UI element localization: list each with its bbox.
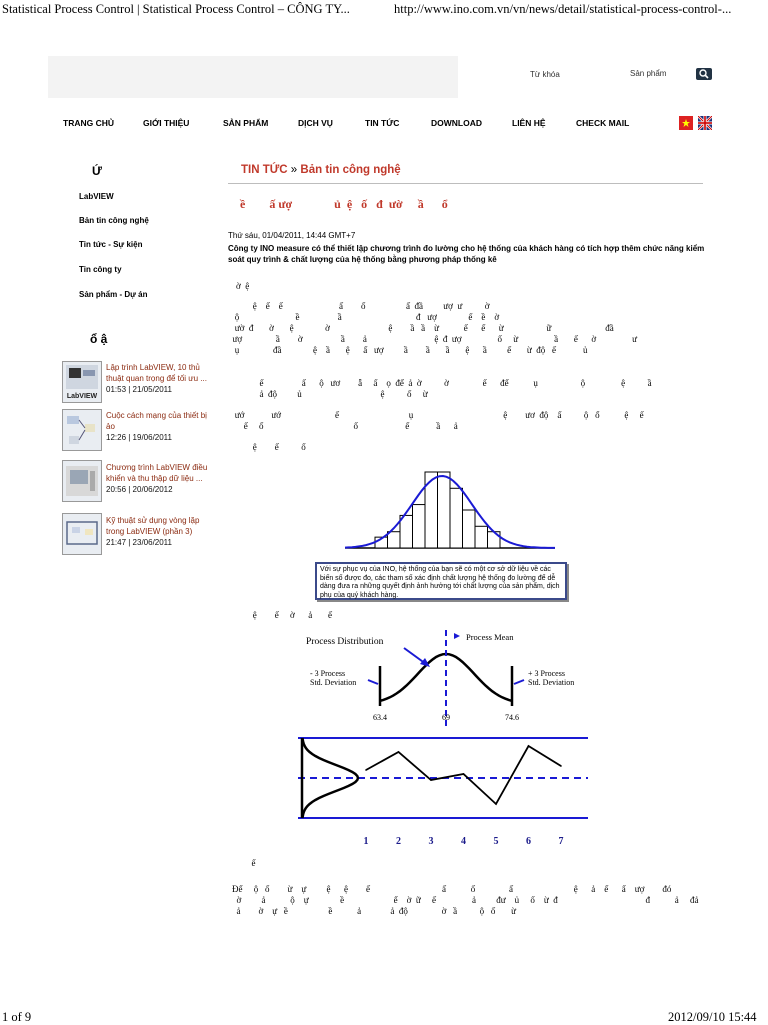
sidebar-item-projects[interactable]: Sản phẩm - Dự án bbox=[79, 290, 148, 299]
thumb-label: LabVIEW bbox=[66, 393, 98, 400]
news-link[interactable]: Cuộc cách mạng của thiết bị ảo bbox=[106, 411, 207, 431]
x-tick-label: 7 bbox=[558, 836, 564, 847]
histogram-bar bbox=[438, 472, 451, 548]
news-thumbnail[interactable] bbox=[62, 460, 102, 502]
histogram-bar bbox=[400, 515, 413, 548]
paragraph: ệ ế ố bbox=[228, 442, 306, 452]
keyword-search-input[interactable]: Từ khóa bbox=[530, 70, 560, 79]
histogram-chart bbox=[345, 468, 555, 554]
paragraph-line: ả độ ủ ệ ố ừ bbox=[228, 389, 428, 399]
process-point bbox=[528, 745, 530, 747]
news-link[interactable]: Chương trình LabVIEW điều khiển và thu thập dữ liệu ... bbox=[106, 463, 208, 483]
distribution-tick-label: 74.6 bbox=[505, 713, 519, 722]
distribution-tick-label: 69 bbox=[442, 713, 450, 722]
nav-download[interactable]: DOWNLOAD bbox=[431, 118, 482, 128]
process-point bbox=[495, 803, 497, 805]
paragraph-line: ộ ề ầ đ ượ ế ề ờ bbox=[228, 312, 500, 322]
news-link[interactable]: Kỹ thuật sử dụng vòng lặp trong LabVIEW (phần 3) bbox=[106, 516, 200, 536]
vietnam-flag-icon[interactable] bbox=[679, 116, 693, 130]
nav-services[interactable]: DỊCH VỤ bbox=[298, 118, 333, 128]
x-tick-label: 6 bbox=[526, 836, 531, 847]
article-lead: Công ty INO measure có thể thiết lập chương trình đo lường cho hệ thống của khách hàng có tích hợp thêm chức năng kiểm soát quy trình & chất lượng của hệ thống bằng phương pháp thống kê bbox=[228, 244, 705, 264]
print-page-url: http://www.ino.com.vn/vn/news/detail/statistical-process-control-... bbox=[394, 2, 732, 16]
breadcrumb-subcategory[interactable]: Bản tin công nghệ bbox=[300, 164, 401, 176]
news-thumbnail[interactable] bbox=[62, 361, 102, 403]
histogram-bar bbox=[463, 510, 476, 548]
header-banner bbox=[48, 56, 458, 98]
histogram-bar bbox=[475, 526, 488, 548]
paragraph-line: ướ ướ ế ụ ệ ươ độ ấ ộ ổ ệ ế bbox=[228, 410, 644, 420]
paragraph-line: ụ đầ ệ ầ ệ ấ ượ ầ ầ ầ ệ ầ ế ừ độ ế ủ bbox=[228, 345, 588, 355]
x-tick-label: 5 bbox=[493, 836, 499, 847]
sidebar-item-tech-news[interactable]: Bản tin công nghệ bbox=[79, 216, 149, 225]
process-series-line bbox=[366, 746, 561, 804]
histogram-bar bbox=[450, 488, 463, 548]
news-time: 20:56 | 20/06/2012 bbox=[106, 485, 173, 494]
x-tick-label: 4 bbox=[461, 836, 466, 847]
distribution-tick-label: 63.4 bbox=[373, 713, 387, 722]
nav-news[interactable]: TIN TỨC bbox=[365, 118, 400, 128]
histogram-bar bbox=[488, 532, 501, 548]
nav-contact[interactable]: LIÊN HỆ bbox=[512, 118, 546, 128]
nav-check-mail[interactable]: CHECK MAIL bbox=[576, 118, 630, 128]
news-thumbnail[interactable] bbox=[62, 409, 102, 451]
article-title: ề ấ ượ ủ ệ ố đ ườ ầ ổ bbox=[240, 197, 448, 211]
nav-about[interactable]: GIỚI THIỆU bbox=[143, 118, 190, 128]
print-page-number: 1 of 9 bbox=[2, 1010, 32, 1024]
process-point bbox=[430, 779, 432, 781]
x-tick-label: 3 bbox=[428, 836, 434, 847]
minus-arrow bbox=[368, 680, 378, 684]
news-time: 01:53 | 21/05/2011 bbox=[106, 385, 172, 394]
sidebar-section-title: Ứ bbox=[92, 164, 102, 178]
paragraph-line: ế ấ ộ ươ ẫ ấ ọ để ả ờ ờ ế để ụ ộ ệ ầ bbox=[228, 378, 652, 388]
x-tick-label: 1 bbox=[363, 836, 369, 847]
news-link[interactable]: Lập trình LabVIEW, 10 thủ thuật quan trọng để tối ưu ... bbox=[106, 363, 207, 383]
divider bbox=[228, 183, 703, 184]
process-point bbox=[398, 751, 400, 753]
minus-sigma-label: - 3 Process bbox=[310, 669, 346, 678]
minus-sigma-label-2: Std. Deviation bbox=[310, 678, 357, 687]
sidebar-news-title: ổ ậ bbox=[90, 332, 108, 346]
paragraph-line: ệ ế ế ấ ố ấ đầ ượ ư ờ bbox=[228, 301, 490, 311]
sidebar-item-company-news[interactable]: Tin công ty bbox=[79, 265, 122, 274]
breadcrumb-category[interactable]: TIN TỨC bbox=[241, 164, 288, 176]
paragraph-line: ế ố ố ế ầ ả bbox=[228, 421, 458, 431]
nav-home[interactable]: TRANG CHỦ bbox=[63, 118, 114, 128]
plus-arrow bbox=[514, 680, 524, 684]
paragraph-line: ờ ả ộ ự ề ể ờ ữ ế ả đư ủ ố ừ đ đ ả đả bbox=[232, 895, 699, 905]
news-time: 12:26 | 19/06/2011 bbox=[106, 433, 172, 442]
plus-sigma-label-2: Std. Deviation bbox=[528, 678, 575, 687]
plus-sigma-label: + 3 Process bbox=[528, 669, 565, 678]
paragraph-line: ườ đ ờ ệ ờ ệ ầ ầ ừ ế ế ừ ữ đầ bbox=[228, 323, 614, 333]
product-select[interactable]: Sản phẩm bbox=[630, 69, 667, 78]
paragraph: ệ ế ờ ả ế bbox=[228, 610, 332, 620]
paragraph: ế bbox=[238, 858, 256, 868]
print-page-title: Statistical Process Control | Statistical Process Control – CÔNG TY... bbox=[2, 2, 350, 16]
news-time: 21:47 | 23/06/2011 bbox=[106, 538, 172, 547]
sidebar-item-labview[interactable]: LabVIEW bbox=[79, 192, 114, 201]
x-tick-label: 2 bbox=[396, 836, 401, 847]
paragraph-line: ả ờ ự ề ề ả ả độ ờ ầ ộ ố ừ bbox=[232, 906, 516, 916]
article-date: Thứ sáu, 01/04/2011, 14:44 GMT+7 bbox=[228, 231, 356, 240]
process-point bbox=[365, 769, 367, 771]
process-distribution-label: Process Distribution bbox=[306, 637, 384, 647]
breadcrumb-separator: » bbox=[290, 164, 298, 176]
histogram-bar bbox=[413, 505, 426, 548]
process-point bbox=[463, 773, 465, 775]
process-point bbox=[560, 765, 562, 767]
nav-products[interactable]: SẢN PHẨM bbox=[223, 118, 269, 128]
news-thumbnail[interactable] bbox=[62, 513, 102, 555]
mean-arrow-head bbox=[454, 633, 460, 639]
histogram-bar bbox=[388, 532, 401, 548]
paragraph-line: Để ộ ố ừ ự ệ ệ ế ấ ố ấ ệ ả ế ẩ ượ đó bbox=[232, 884, 672, 894]
uk-flag-icon[interactable] bbox=[698, 116, 712, 130]
paragraph-line: ượ ầ ờ ầ ả ệ đ ượ ố ừ ầ ế ờ ư bbox=[228, 334, 638, 344]
sidebar-item-events[interactable]: Tin tức - Sự kiện bbox=[79, 240, 143, 249]
paragraph: ờ ệ bbox=[236, 281, 250, 291]
chart-caption: Với sự phục vụ của INO, hệ thống của bạn sẽ có một cơ sở dữ liệu về các biến số được đo, các tham số xác định chất lượng hệ thống đo lường để dễ dàng đưa ra những quyết định ảnh hưởng tới chất lượng của sản phẩm, dịch phụ của quý khách hàng. bbox=[315, 562, 567, 600]
process-mean-label: Process Mean bbox=[466, 632, 514, 642]
process-control-chart bbox=[296, 626, 592, 854]
breadcrumb bbox=[241, 164, 401, 176]
search-icon[interactable] bbox=[696, 68, 712, 80]
print-datetime: 2012/09/10 15:44 bbox=[668, 1010, 757, 1024]
